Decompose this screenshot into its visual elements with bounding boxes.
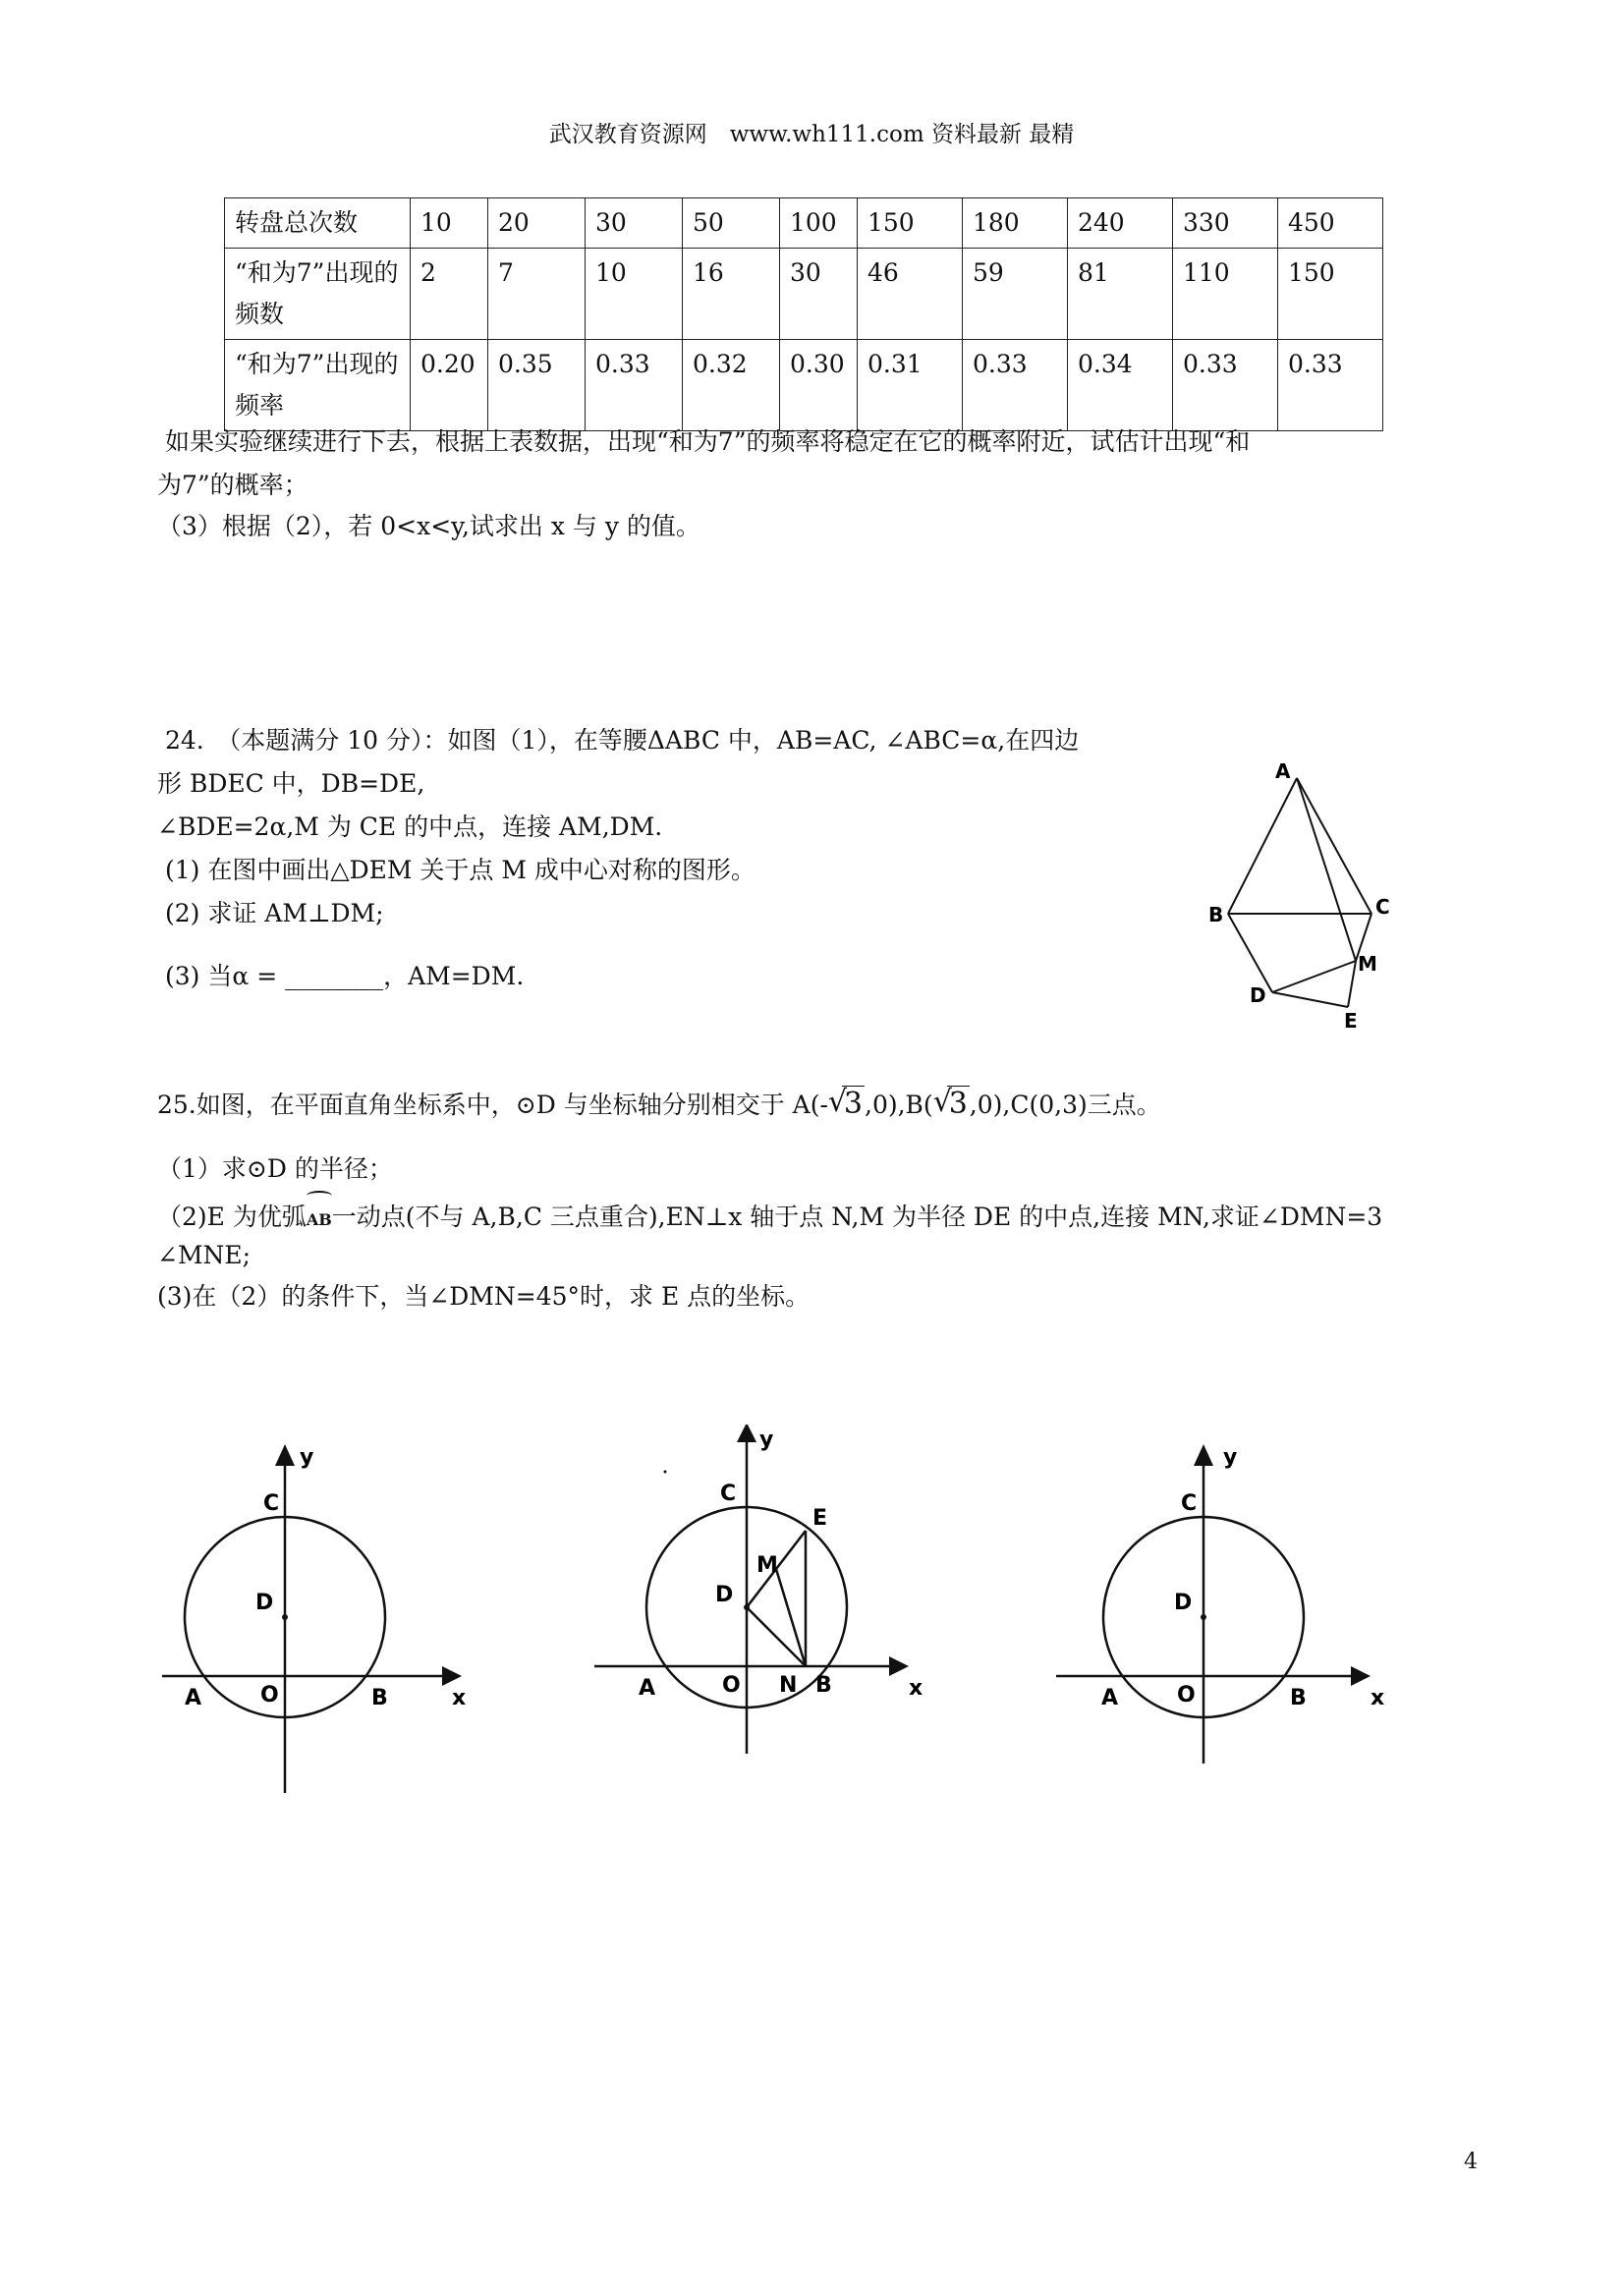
table-cell: 110: [1173, 249, 1278, 340]
svg-text:B: B: [1290, 1686, 1307, 1710]
q24-line5: (2) 求证 AM⊥DM;: [165, 899, 384, 927]
svg-text:C: C: [263, 1491, 280, 1516]
svg-text:O: O: [260, 1683, 279, 1708]
q23-line1: 如果实验继续进行下去，根据上表数据，出现“和为7”的频率将稳定在它的概率附近，试估计出现“和: [165, 427, 1251, 456]
sqrt-symbol: √ 3: [827, 1085, 863, 1121]
svg-text:C: C: [1181, 1491, 1198, 1516]
q23-line2: 为7”的概率；: [157, 471, 308, 499]
q23-line3: （3）根据（2），若 0<x<y,试求出 x 与 y 的值。: [157, 512, 700, 540]
table-cell: 0.33: [963, 340, 1068, 431]
svg-text:x: x: [909, 1676, 923, 1701]
page-number: 4: [1464, 2150, 1478, 2174]
svg-text:A: A: [185, 1686, 202, 1710]
table-cell: 0.33: [586, 340, 683, 431]
table-cell: 0.32: [683, 340, 780, 431]
svg-text:y: y: [1223, 1445, 1238, 1470]
table-cell: 2: [411, 249, 488, 340]
table-cell: 81: [1068, 249, 1173, 340]
table-cell: 0.30: [780, 340, 858, 431]
table-cell: 30: [780, 249, 858, 340]
coordinate-figure-2: [585, 1425, 938, 1788]
table-cell: 0.35: [488, 340, 586, 431]
table-cell: 0.20: [411, 340, 488, 431]
q25-line3: （2)E 为优弧AB一动点(不与 A,B,C 三点重合),EN⊥x 轴于点 N,M 为半径 DE 的中点,连接 MN,求证∠DMN=3: [157, 1191, 1382, 1242]
svg-text:N: N: [779, 1673, 798, 1698]
table-cell: 100: [780, 198, 858, 249]
svg-text:E: E: [812, 1506, 828, 1531]
table-cell: 240: [1068, 198, 1173, 249]
svg-text:D: D: [255, 1591, 274, 1615]
q25-line2: （1）求⊙D 的半径；: [157, 1154, 393, 1183]
table-cell: 46: [858, 249, 963, 340]
q25-line4: ∠MNE;: [157, 1241, 252, 1269]
svg-text:O: O: [722, 1673, 741, 1698]
table-cell: 10: [586, 249, 683, 340]
table-row: [225, 340, 1383, 431]
q24-line1: 24. （本题满分 10 分）：如图（1），在等腰ΔABC 中，AB=AC, ∠ABC=α,在四边: [165, 726, 1080, 755]
table-cell: 20: [488, 198, 586, 249]
q24-line3: ∠BDE=2α,M 为 CE 的中点，连接 AM,DM.: [157, 812, 663, 841]
table-cell: 59: [963, 249, 1068, 340]
svg-text:M: M: [756, 1553, 778, 1578]
table-cell: 450: [1278, 198, 1383, 249]
svg-text:B: B: [371, 1686, 388, 1710]
table-cell: 50: [683, 198, 780, 249]
svg-text:D: D: [1174, 1591, 1193, 1615]
table-cell: 0.33: [1278, 340, 1383, 431]
coordinate-figure-3: [1046, 1425, 1400, 1768]
row-header: “和为7”出现的频数: [225, 249, 411, 340]
table-cell: 0.34: [1068, 340, 1173, 431]
table-row: [225, 198, 1383, 249]
sqrt-symbol: √ 3: [932, 1085, 968, 1121]
q24-line6: (3) 当α = ________，AM=DM.: [165, 962, 525, 990]
label-D: D: [1250, 983, 1266, 1007]
table-cell: 150: [1278, 249, 1383, 340]
q25-line1: 25.如图，在平面直角坐标系中，⊙D 与坐标轴分别相交于 A(- √ 3,0),B( √ 3,0),C(0,3)三点。: [157, 1083, 1161, 1127]
svg-text:A: A: [639, 1676, 656, 1701]
table-cell: 30: [586, 198, 683, 249]
q24-line4: (1) 在图中画出△DEM 关于点 M 成中心对称的图形。: [165, 856, 756, 884]
svg-text:B: B: [815, 1673, 832, 1698]
label-E: E: [1344, 1009, 1358, 1033]
svg-text:D: D: [715, 1583, 734, 1607]
svg-text:x: x: [1371, 1686, 1385, 1710]
label-B: B: [1208, 903, 1224, 926]
table-row: [225, 249, 1383, 340]
table-cell: 0.31: [858, 340, 963, 431]
q25-line5: (3)在（2）的条件下，当∠DMN=45°时，求 E 点的坐标。: [157, 1282, 811, 1311]
svg-text:x: x: [452, 1686, 467, 1710]
svg-text:C: C: [720, 1482, 737, 1506]
svg-text:y: y: [300, 1445, 314, 1470]
frequency-table: [224, 197, 1383, 431]
table-cell: 0.33: [1173, 340, 1278, 431]
page-header: 武汉教育资源网 www.wh111.com 资料最新 最精: [548, 122, 1075, 147]
table-cell: 16: [683, 249, 780, 340]
table-cell: 150: [858, 198, 963, 249]
table-cell: 330: [1173, 198, 1278, 249]
row-header: “和为7”出现的频率: [225, 340, 411, 431]
label-A: A: [1275, 759, 1291, 783]
table-cell: 180: [963, 198, 1068, 249]
row-header: 转盘总次数: [225, 198, 411, 249]
label-M: M: [1358, 952, 1377, 976]
table-cell: 10: [411, 198, 488, 249]
arc-symbol: AB: [307, 1191, 332, 1242]
coordinate-figure-1: [147, 1425, 501, 1808]
svg-text:y: y: [759, 1428, 774, 1452]
label-C: C: [1375, 895, 1390, 919]
svg-text:O: O: [1177, 1683, 1196, 1708]
triangle-figure: [1179, 756, 1405, 1041]
table-cell: 7: [488, 249, 586, 340]
q24-line2: 形 BDEC 中，DB=DE,: [157, 769, 425, 798]
svg-text:A: A: [1101, 1686, 1119, 1710]
